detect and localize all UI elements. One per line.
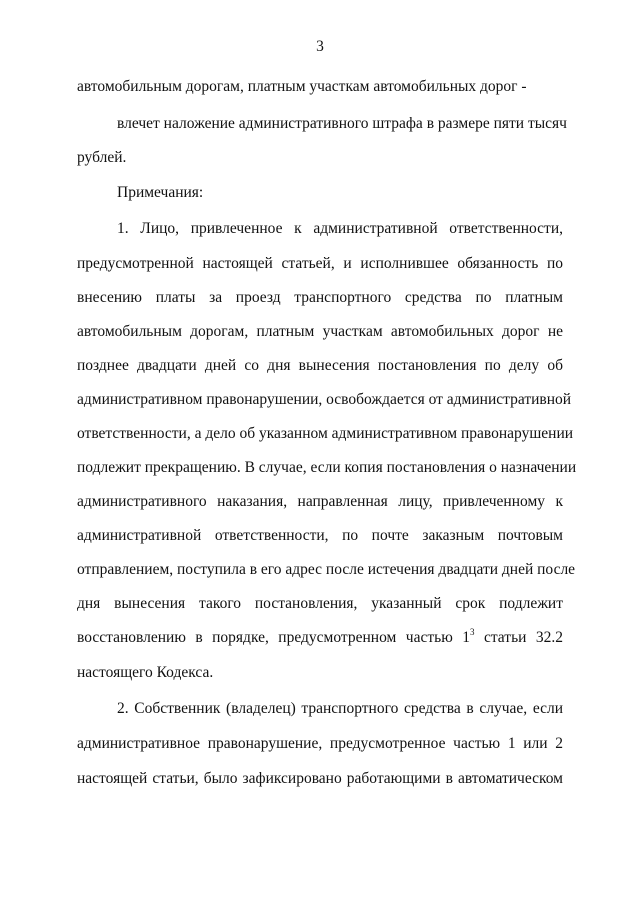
reference-tail: статьи 32.2 (483, 629, 564, 646)
text-line: настоящей статьи, было зафиксировано работающими в автоматическом (77, 770, 563, 787)
text-line: внесению платы за проезд транспортного средства по платным (77, 289, 563, 306)
text-line: настоящего Кодекса. (77, 664, 214, 681)
text-line: рублей. (77, 149, 127, 166)
text-line: ответственности, а дело об указанном административном правонарушении (77, 425, 574, 442)
text-line: подлежит прекращению. В случае, если копия постановления о назначении (77, 459, 577, 476)
text-line: административной ответственности, по почте заказным почтовым (77, 527, 563, 544)
text-line-with-reference (77, 629, 563, 647)
text-line: административное правонарушение, предусмотренное частью 1 или 2 (77, 735, 563, 752)
text-segment: восстановлению в порядке, предусмотренном частью (77, 629, 453, 646)
text-line: предусмотренной настоящей статьей, и исполнившее обязанность по (77, 255, 563, 272)
text-line: дня вынесения такого постановления, указанный срок подлежит (77, 595, 563, 612)
text-line: автомобильным дорогам, платным участкам автомобильных дорог - (77, 78, 527, 95)
notes-heading: Примечания: (117, 184, 204, 201)
text-line: автомобильным дорогам, платным участкам автомобильных дорог не (77, 323, 563, 340)
text-line: административного наказания, направленная лицу, привлеченному к (77, 493, 563, 510)
page-number: 3 (316, 38, 324, 55)
text-line: отправлением, поступила в его адрес после истечения двадцати дней после (77, 561, 576, 578)
reference-base: 1 (462, 629, 470, 646)
text-line: позднее двадцати дней со дня вынесения постановления по делу об (77, 357, 563, 374)
text-line: 1. Лицо, привлеченное к административной ответственности, (117, 220, 563, 237)
text-line: влечет наложение административного штрафа в размере пяти тысяч (117, 115, 567, 132)
text-line: 2. Собственник (владелец) транспортного средства в случае, если (117, 700, 563, 717)
reference-article-part (462, 629, 474, 646)
text-line: административном правонарушении, освобождается от административной (77, 391, 572, 408)
reference-superscript: 3 (470, 627, 475, 637)
